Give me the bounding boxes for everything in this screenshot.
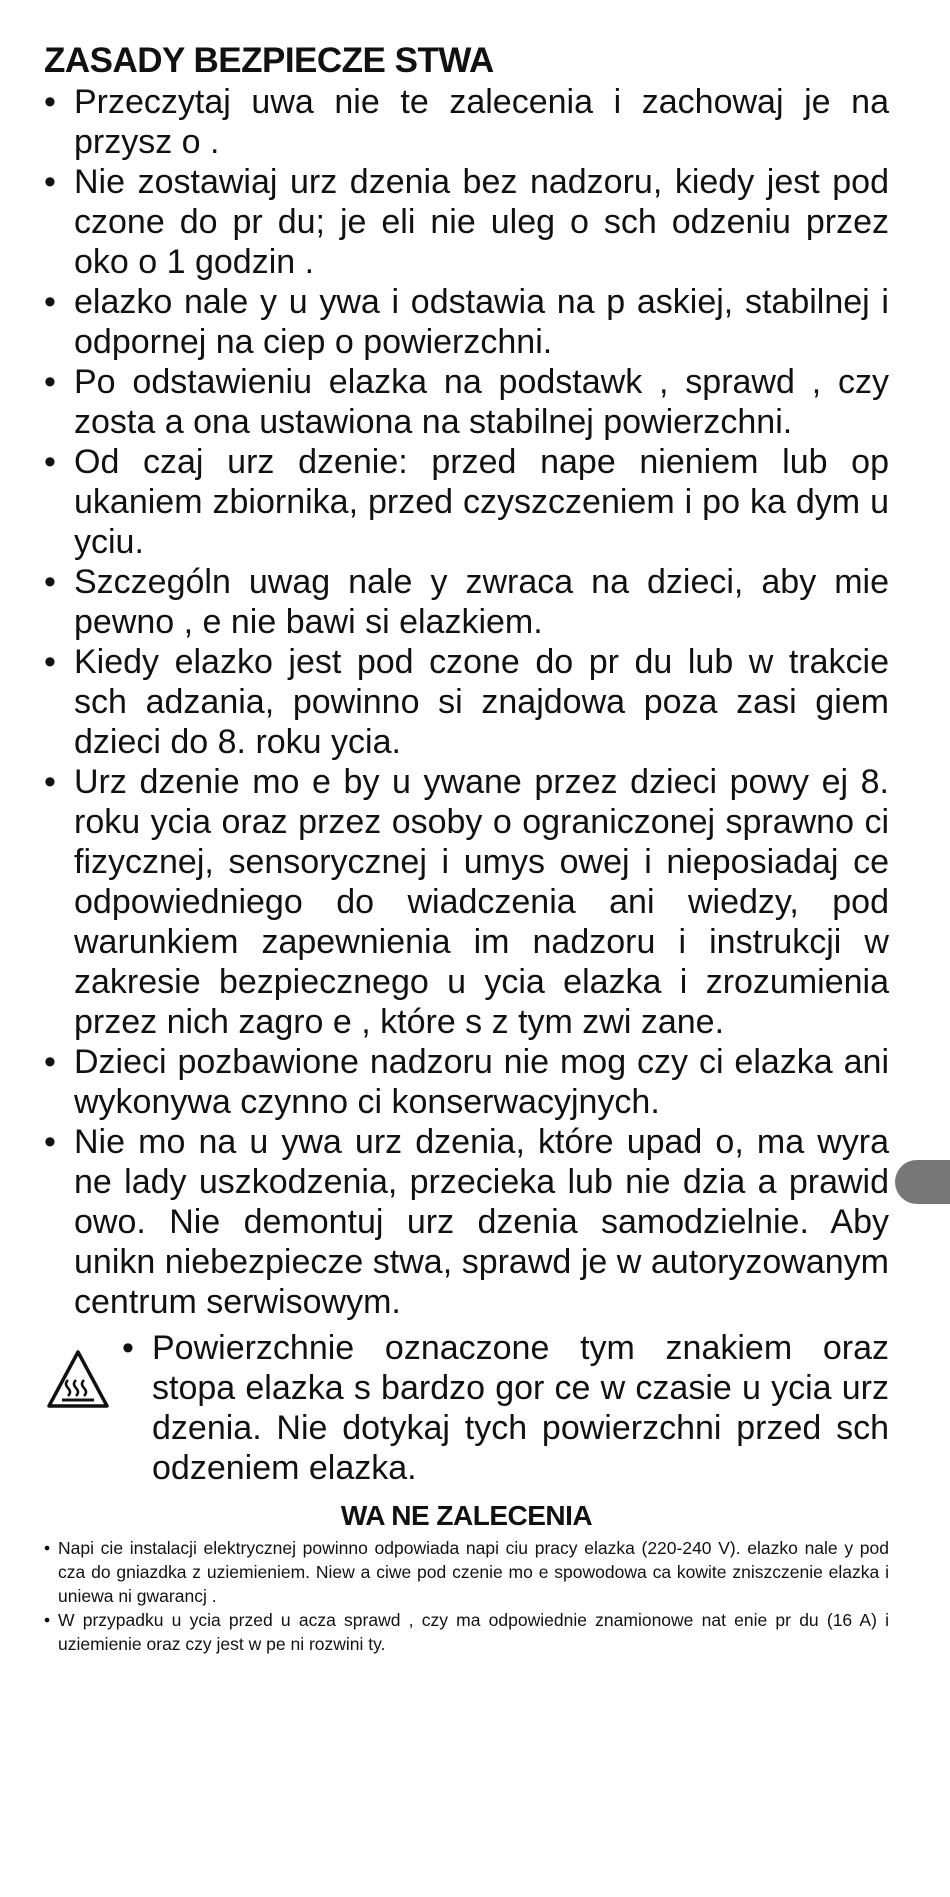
rule-item: • Kiedy elazko jest pod czone do pr du lub w trakcie sch adzania, powinno si znajdowa poza zasi giem dzieci do 8. roku ycia. <box>44 642 889 762</box>
recommendations-title: WA NE ZALECENIA <box>340 1500 593 1531</box>
rule-item: • Nie mo na u ywa urz dzenia, które upad o, ma wyra ne lady uszkodzenia, przecieka lub nie dzia a prawid owo. Nie demontuj urz dzenia samodzielnie. Aby unikn niebezpiecze stwa, sprawd je w autoryzowanym centrum serwisowym. <box>44 1122 889 1322</box>
rule-item: • Nie zostawiaj urz dzenia bez nadzoru, kiedy jest pod czone do pr du; je eli nie uleg o sch odzeniu przez oko o 1 godzin . <box>44 162 889 282</box>
safety-rules-list <box>44 82 889 1322</box>
hot-surface-warning-text: • Powierzchnie oznaczone tym znakiem oraz stopa elazka s bardzo gor ce w czasie u ycia urz dzenia. Nie dotykaj tych powierzchni przed sch odzeniem elazka. <box>122 1328 889 1488</box>
recommendations-list <box>44 1536 889 1656</box>
safety-page <box>44 40 889 1656</box>
recommendation-item: • W przypadku u ycia przed u acza sprawd , czy ma odpowiednie znamionowe nat enie pr du (16 A) i uziemienie oraz czy jest w pe ni rozwini ty. <box>44 1608 889 1656</box>
rule-item: • Przeczytaj uwa nie te zalecenia i zachowaj je na przysz o . <box>44 82 889 162</box>
section-tab-marker <box>895 1160 950 1204</box>
rule-item: • Po odstawieniu elazka na podstawk , sprawd , czy zosta a ona ustawiona na stabilnej powierzchni. <box>44 362 889 442</box>
rule-item: • Dzieci pozbawione nadzoru nie mog czy ci elazka ani wykonywa czynno ci konserwacyjnych. <box>44 1042 889 1122</box>
hot-surface-warning <box>44 1328 889 1487</box>
rule-item: • Szczególn uwag nale y zwraca na dzieci, aby mie pewno , e nie bawi si elazkiem. <box>44 562 889 642</box>
rule-item: • Od czaj urz dzenie: przed nape nieniem lub op ukaniem zbiornika, przed czyszczeniem i po ka dym u yciu. <box>44 442 889 562</box>
recommendation-item: • Napi cie instalacji elektrycznej powinno odpowiada napi ciu pracy elazka (220-240 V). elazko nale y pod cza do gniazdka z uziemieniem. Niew a ciwe pod czenie mo e spowodowa ca kowite zniszczenie elazka i uniewa ni gwarancj . <box>44 1536 889 1608</box>
hot-surface-warning-icon <box>46 1348 110 1412</box>
rule-item: • Urz dzenie mo e by u ywane przez dzieci powy ej 8. roku ycia oraz przez osoby o ograniczonej sprawno ci fizycznej, sensorycznej i umys owej i nieposiadaj ce odpowiedniego do wiadczenia ani wiedzy, pod warunkiem zapewnienia im nadzoru i instrukcji w zakresie bezpiecznego u ycia elazka i zrozumienia przez nich zagro e , które s z tym zwi zane. <box>44 762 889 1042</box>
rule-item: • elazko nale y u ywa i odstawia na p askiej, stabilnej i odpornej na ciep o powierzchni. <box>44 282 889 362</box>
section-title: ZASADY BEZPIECZE STWA <box>44 41 494 80</box>
